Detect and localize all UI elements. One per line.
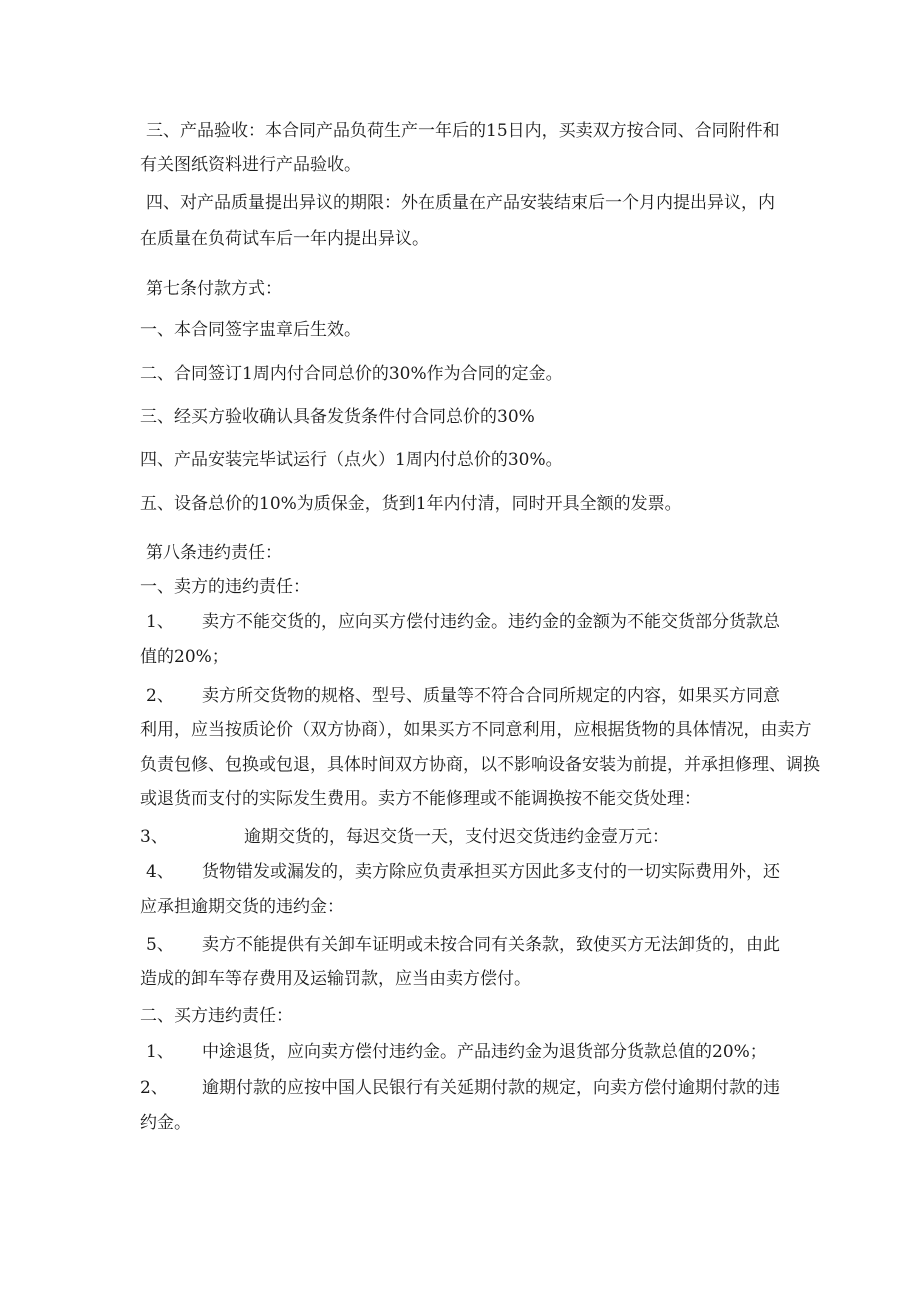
article8-title: 第八条违约责任： [146, 543, 282, 563]
payment-item-5: 五、设备总价的10%为质保金，货到1年内付清，同时开具全额的发票。 [140, 494, 682, 514]
seller-item-2-line3: 负责包修、包换或包退，具体时间双方协商，以不影响设备安装为前提，并承担修理、调换 [140, 755, 820, 775]
seller-item-1-number: 1、 [146, 612, 174, 632]
seller-item-2-line4: 或退货而支付的实际发生费用。卖方不能修理或不能调换按不能交货处理： [140, 789, 701, 809]
seller-item-3-number: 3、 [140, 827, 168, 847]
seller-item-4-line1: 货物错发或漏发的，卖方除应负责承担买方因此多支付的一切实际费用外，还 [202, 862, 780, 882]
payment-item-3: 三、经买方验收确认具备发货条件付合同总价的30% [140, 407, 535, 427]
seller-item-4-line2: 应承担逾期交货的违约金： [140, 897, 344, 917]
buyer-item-1-line1: 中途退货，应向卖方偿付违约金。产品违约金为退货部分货款总值的20%； [202, 1042, 767, 1062]
payment-item-2: 二、合同签订1周内付合同总价的30%作为合同的定金。 [140, 364, 563, 384]
buyer-item-2-line1: 逾期付款的应按中国人民银行有关延期付款的规定，向卖方偿付逾期付款的违 [202, 1078, 780, 1098]
seller-item-3-line1: 逾期交货的，每迟交货一天，支付迟交货违约金壹万元： [244, 827, 669, 847]
seller-item-2-line1: 卖方所交货物的规格、型号、质量等不符合合同所规定的内容，如果买方同意 [202, 686, 780, 706]
buyer-item-2-number: 2、 [140, 1078, 168, 1098]
seller-liability-title: 一、卖方的违约责任： [140, 577, 310, 597]
buyer-item-2-line2: 约金。 [140, 1113, 191, 1133]
buyer-liability-title: 二、买方违约责任： [140, 1006, 293, 1026]
buyer-item-1-number: 1、 [146, 1042, 174, 1062]
seller-item-2-number: 2、 [146, 686, 174, 706]
seller-item-1-line2: 值的20%； [140, 647, 229, 667]
clause4-line2: 在质量在负荷试车后一年内提出异议。 [140, 229, 429, 249]
clause4-line1: 四、对产品质量提出异议的期限：外在质量在产品安装结束后一个月内提出异议，内 [146, 193, 775, 213]
payment-item-1: 一、本合同签字盅章后生效。 [140, 320, 361, 340]
article7-title: 第七条付款方式： [146, 279, 282, 299]
clause3-line2: 有关图纸资料进行产品验收。 [140, 155, 361, 175]
seller-item-5-line2: 造成的卸车等存费用及运输罚款，应当由卖方偿付。 [140, 969, 531, 989]
seller-item-4-number: 4、 [146, 862, 174, 882]
seller-item-5-number: 5、 [146, 935, 174, 955]
seller-item-5-line1: 卖方不能提供有关卸车证明或未按合同有关条款，致使买方无法卸货的，由此 [202, 935, 780, 955]
payment-item-4: 四、产品安装完毕试运行（点火）1周内付总价的30%。 [140, 450, 563, 470]
clause3-line1: 三、产品验收：本合同产品负荷生产一年后的15日内，买卖双方按合同、合同附件和 [146, 121, 780, 141]
seller-item-1-line1: 卖方不能交货的，应向买方偿付违约金。违约金的金额为不能交货部分货款总 [202, 612, 780, 632]
seller-item-2-line2: 利用，应当按质论价（双方协商），如果买方不同意利用，应根据货物的具体情况，由卖方 [140, 720, 812, 740]
